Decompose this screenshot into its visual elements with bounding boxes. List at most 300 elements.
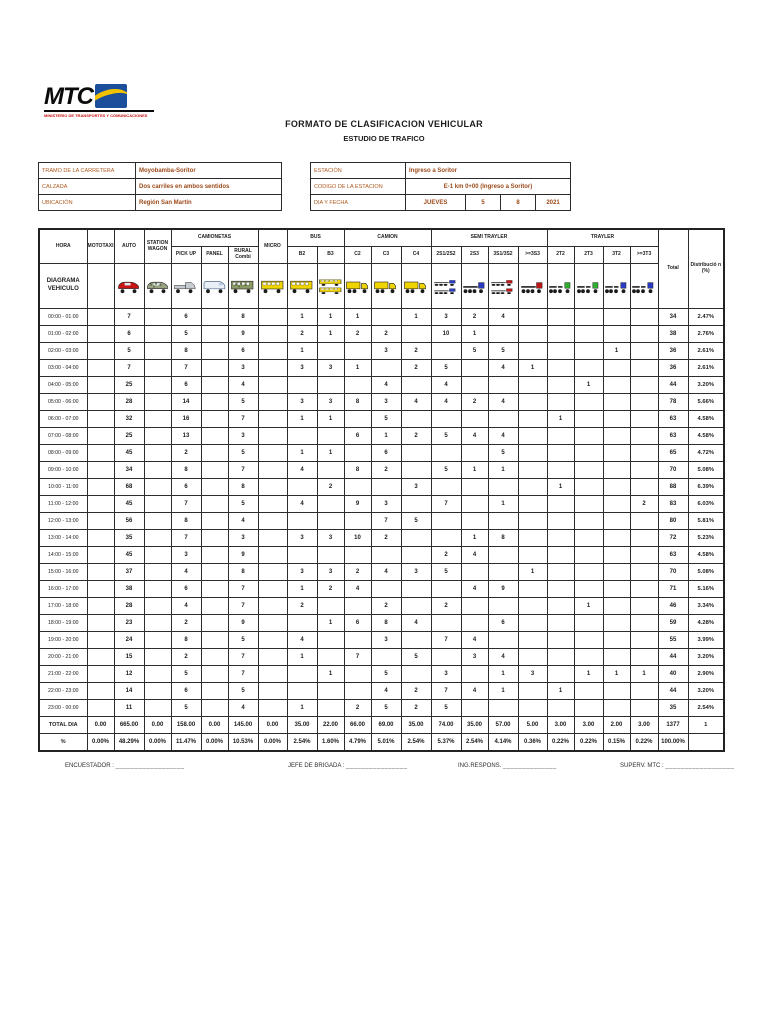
3t2-total-cell: 2.00	[603, 717, 630, 734]
panel-count-cell	[201, 530, 228, 547]
row-distribution-cell: 3.20%	[688, 377, 724, 394]
2t3-count-cell	[574, 700, 603, 717]
ge_3t3-count-cell	[630, 615, 658, 632]
2t3-count-cell	[574, 394, 603, 411]
2t2-count-cell	[547, 360, 574, 377]
micro-count-cell	[258, 377, 287, 394]
hora-cell: 23:00 - 00:00	[39, 700, 87, 717]
percent-row-grand-total-cell: 100.00%	[658, 734, 688, 752]
3s1_3s2-count-cell: 8	[488, 530, 518, 547]
ge_3s3-count-cell: 3	[518, 666, 547, 683]
3t2-count-cell	[603, 581, 630, 598]
2t2-count-cell	[547, 598, 574, 615]
row-total-cell: 44	[658, 683, 688, 700]
row-total-cell: 35	[658, 700, 688, 717]
2s3-count-cell	[461, 377, 488, 394]
row-distribution-cell: 5.08%	[688, 564, 724, 581]
c4-count-cell	[401, 326, 431, 343]
c3-total-cell: 5.01%	[371, 734, 401, 752]
hour-row	[39, 649, 724, 666]
rural_combi-count-cell: 3	[228, 360, 258, 377]
2s3-count-cell: 2	[461, 309, 488, 326]
b3-count-cell	[317, 496, 344, 513]
ge_3s3-total-cell: 0.36%	[518, 734, 547, 752]
row-distribution-cell: 4.72%	[688, 445, 724, 462]
rural_combi-count-cell: 6	[228, 343, 258, 360]
2s3-count-cell: 4	[461, 683, 488, 700]
b3-count-cell	[317, 598, 344, 615]
3t2-count-cell	[603, 445, 630, 462]
b2-total-cell: 2.54%	[287, 734, 317, 752]
row-total-cell: 36	[658, 360, 688, 377]
2s1_2s2-count-cell	[431, 445, 461, 462]
2t3-count-cell	[574, 326, 603, 343]
c2-count-cell	[344, 598, 371, 615]
panel-vehicle-icon	[201, 264, 228, 309]
c4-count-cell: 2	[401, 360, 431, 377]
2t2-total-cell: 3.00	[547, 717, 574, 734]
c2-count-cell	[344, 632, 371, 649]
row-distribution-cell: 6.03%	[688, 496, 724, 513]
b3-count-cell: 1	[317, 445, 344, 462]
mtc-logo	[44, 84, 154, 118]
ge_3t3-count-cell: 2	[630, 496, 658, 513]
hour-row	[39, 309, 724, 326]
mototaxi-count-cell	[87, 615, 114, 632]
2t3-count-cell	[574, 564, 603, 581]
ge_3s3-total-cell: 5.00	[518, 717, 547, 734]
panel-count-cell	[201, 564, 228, 581]
pick_up-total-cell: 11.47%	[171, 734, 201, 752]
c2-total-cell: 4.79%	[344, 734, 371, 752]
3s1_3s2-count-cell	[488, 564, 518, 581]
2t3-count-cell	[574, 445, 603, 462]
col-header-ge_3s3: >=3S3	[518, 247, 547, 264]
3s1_3s2-count-cell: 4	[488, 360, 518, 377]
hora-cell: 20:00 - 21:00	[39, 649, 87, 666]
b2-count-cell	[287, 428, 317, 445]
total-dia-row	[39, 717, 724, 734]
row-total-cell: 72	[658, 530, 688, 547]
2s1_2s2-count-cell	[431, 411, 461, 428]
2t2-count-cell: 1	[547, 411, 574, 428]
row-distribution-cell: 2.61%	[688, 343, 724, 360]
percent-row-label: %	[39, 734, 87, 752]
mototaxi-count-cell	[87, 513, 114, 530]
c3-count-cell: 5	[371, 411, 401, 428]
b2-count-cell	[287, 683, 317, 700]
diagram-empty-cell	[87, 264, 114, 309]
c4-count-cell: 2	[401, 700, 431, 717]
2t3-count-cell	[574, 530, 603, 547]
rural_combi-count-cell: 7	[228, 462, 258, 479]
pick_up-count-cell: 7	[171, 360, 201, 377]
2t2-count-cell	[547, 530, 574, 547]
pick_up-count-cell: 6	[171, 581, 201, 598]
2t3-count-cell	[574, 581, 603, 598]
col-header-auto: AUTO	[114, 229, 144, 264]
station_wagon-count-cell	[144, 513, 171, 530]
ubicacion-label: UBICACIÓN	[39, 195, 136, 211]
col-header-c3: C3	[371, 247, 401, 264]
ge_3s3-count-cell	[518, 683, 547, 700]
pick_up-count-cell: 13	[171, 428, 201, 445]
b2-count-cell: 4	[287, 632, 317, 649]
row-total-cell: 63	[658, 547, 688, 564]
station_wagon-total-cell: 0.00	[144, 717, 171, 734]
calzada-value: Dos carriles en ambos sentidos	[136, 179, 282, 195]
3s1_3s2-count-cell: 4	[488, 649, 518, 666]
c3-count-cell: 4	[371, 564, 401, 581]
2s3-count-cell: 4	[461, 428, 488, 445]
auto-count-cell: 24	[114, 632, 144, 649]
hour-row	[39, 445, 724, 462]
2s3-total-cell: 35.00	[461, 717, 488, 734]
2t2-count-cell	[547, 649, 574, 666]
row-total-cell: 70	[658, 462, 688, 479]
c4-count-cell	[401, 530, 431, 547]
panel-total-cell: 0.00	[201, 717, 228, 734]
rural_combi-count-cell: 7	[228, 411, 258, 428]
pick_up-count-cell: 8	[171, 343, 201, 360]
row-total-cell: 70	[658, 564, 688, 581]
hora-cell: 18:00 - 19:00	[39, 615, 87, 632]
3t2-count-cell	[603, 564, 630, 581]
auto-count-cell: 14	[114, 683, 144, 700]
hora-cell: 22:00 - 23:00	[39, 683, 87, 700]
3s1_3s2-count-cell	[488, 632, 518, 649]
tramo-value: Moyobamba-Soritor	[136, 163, 282, 179]
ge_3t3-count-cell	[630, 479, 658, 496]
panel-count-cell	[201, 649, 228, 666]
station_wagon-count-cell	[144, 598, 171, 615]
3s1_3s2-count-cell: 5	[488, 343, 518, 360]
c2-count-cell: 10	[344, 530, 371, 547]
col-header-3t2: 3T2	[603, 247, 630, 264]
3t2-count-cell	[603, 598, 630, 615]
c3-count-cell: 2	[371, 462, 401, 479]
col-header-c4: C4	[401, 247, 431, 264]
b3-count-cell	[317, 547, 344, 564]
auto-total-cell: 48.29%	[114, 734, 144, 752]
2t3-count-cell	[574, 343, 603, 360]
3t2-count-cell	[603, 326, 630, 343]
2t3-count-cell	[574, 683, 603, 700]
b3-count-cell: 1	[317, 666, 344, 683]
station_wagon-count-cell	[144, 666, 171, 683]
2s3-count-cell	[461, 411, 488, 428]
rural_combi-count-cell: 9	[228, 326, 258, 343]
b2-count-cell: 4	[287, 462, 317, 479]
ge_3t3-count-cell	[630, 326, 658, 343]
ge_3t3-count-cell	[630, 564, 658, 581]
b3-count-cell	[317, 700, 344, 717]
rural_combi-count-cell: 9	[228, 547, 258, 564]
mototaxi-count-cell	[87, 326, 114, 343]
c2-count-cell	[344, 343, 371, 360]
station_wagon-count-cell	[144, 479, 171, 496]
auto-count-cell: 5	[114, 343, 144, 360]
group-header-camion: CAMION	[344, 229, 431, 247]
hora-cell: 06:00 - 07:00	[39, 411, 87, 428]
row-total-cell: 40	[658, 666, 688, 683]
2t3-vehicle-icon	[574, 264, 603, 309]
auto-count-cell: 37	[114, 564, 144, 581]
rural_combi-total-cell: 145.00	[228, 717, 258, 734]
2s1_2s2-count-cell: 4	[431, 377, 461, 394]
row-total-cell: 80	[658, 513, 688, 530]
b2-count-cell: 3	[287, 360, 317, 377]
ge_3s3-vehicle-icon	[518, 264, 547, 309]
2t3-count-cell	[574, 632, 603, 649]
col-header-b3: B3	[317, 247, 344, 264]
auto-count-cell: 15	[114, 649, 144, 666]
col-header-hora: HORA	[39, 229, 87, 264]
row-total-cell: 59	[658, 615, 688, 632]
c4-count-cell: 2	[401, 343, 431, 360]
ge_3t3-count-cell	[630, 530, 658, 547]
row-distribution-cell: 2.47%	[688, 309, 724, 326]
b2-total-cell: 35.00	[287, 717, 317, 734]
pick_up-count-cell: 5	[171, 666, 201, 683]
ge_3t3-count-cell	[630, 581, 658, 598]
hour-row	[39, 428, 724, 445]
percent-row	[39, 734, 724, 752]
rural_combi-count-cell: 8	[228, 479, 258, 496]
hour-row	[39, 598, 724, 615]
micro-count-cell	[258, 547, 287, 564]
c2-count-cell: 6	[344, 428, 371, 445]
station_wagon-count-cell	[144, 564, 171, 581]
rural_combi-count-cell: 4	[228, 513, 258, 530]
ubicacion-value: Región San Martín	[136, 195, 282, 211]
c4-count-cell: 4	[401, 394, 431, 411]
panel-count-cell	[201, 394, 228, 411]
3s1_3s2-count-cell: 1	[488, 462, 518, 479]
panel-count-cell	[201, 513, 228, 530]
3t2-count-cell	[603, 377, 630, 394]
2s1_2s2-count-cell: 3	[431, 309, 461, 326]
2t3-count-cell	[574, 360, 603, 377]
rural_combi-count-cell: 8	[228, 564, 258, 581]
c3-count-cell: 3	[371, 632, 401, 649]
2s3-count-cell	[461, 496, 488, 513]
3s1_3s2-count-cell: 4	[488, 309, 518, 326]
b2-count-cell: 2	[287, 326, 317, 343]
2s3-count-cell	[461, 666, 488, 683]
auto-count-cell: 28	[114, 598, 144, 615]
col-header-distribucion: Distribució n (%)	[688, 229, 724, 309]
panel-count-cell	[201, 496, 228, 513]
b3-count-cell: 1	[317, 326, 344, 343]
col-header-total: Total	[658, 229, 688, 309]
b3-count-cell	[317, 462, 344, 479]
ing-respons-signature: ING.RESPONS. ______________	[458, 763, 557, 769]
ge_3s3-count-cell	[518, 479, 547, 496]
c2-count-cell	[344, 445, 371, 462]
ge_3s3-count-cell	[518, 428, 547, 445]
3t2-count-cell	[603, 632, 630, 649]
c2-count-cell: 8	[344, 462, 371, 479]
station_wagon-count-cell	[144, 326, 171, 343]
3s1_3s2-total-cell: 57.00	[488, 717, 518, 734]
3s1_3s2-count-cell: 4	[488, 394, 518, 411]
ge_3s3-count-cell	[518, 377, 547, 394]
3t2-count-cell	[603, 649, 630, 666]
ge_3s3-count-cell	[518, 547, 547, 564]
b3-count-cell	[317, 377, 344, 394]
c2-count-cell	[344, 377, 371, 394]
panel-count-cell	[201, 615, 228, 632]
c2-count-cell	[344, 513, 371, 530]
mototaxi-count-cell	[87, 598, 114, 615]
dia-fecha-label: DIA Y FECHA	[311, 195, 406, 211]
row-distribution-cell: 4.28%	[688, 615, 724, 632]
c3-count-cell: 6	[371, 445, 401, 462]
3s1_3s2-count-cell: 1	[488, 666, 518, 683]
hour-row	[39, 615, 724, 632]
mototaxi-count-cell	[87, 496, 114, 513]
ge_3s3-count-cell	[518, 309, 547, 326]
station_wagon-count-cell	[144, 445, 171, 462]
rural_combi-total-cell: 10.53%	[228, 734, 258, 752]
group-header-trayler: TRAYLER	[547, 229, 658, 247]
hour-row	[39, 547, 724, 564]
col-header-panel: PANEL	[201, 247, 228, 264]
row-distribution-cell: 2.61%	[688, 360, 724, 377]
micro-count-cell	[258, 343, 287, 360]
c2-count-cell: 1	[344, 309, 371, 326]
pick_up-count-cell: 8	[171, 513, 201, 530]
ge_3t3-count-cell: 1	[630, 666, 658, 683]
mototaxi-count-cell	[87, 428, 114, 445]
ge_3s3-count-cell	[518, 411, 547, 428]
row-distribution-cell: 5.66%	[688, 394, 724, 411]
mototaxi-count-cell	[87, 309, 114, 326]
3s1_3s2-count-cell	[488, 411, 518, 428]
station_wagon-count-cell	[144, 394, 171, 411]
2s1_2s2-count-cell: 5	[431, 360, 461, 377]
2t2-count-cell	[547, 513, 574, 530]
b3-total-cell: 22.00	[317, 717, 344, 734]
3t2-count-cell	[603, 479, 630, 496]
mototaxi-count-cell	[87, 411, 114, 428]
auto-vehicle-icon	[114, 264, 144, 309]
2s1_2s2-count-cell: 4	[431, 394, 461, 411]
2s3-count-cell	[461, 615, 488, 632]
2t2-count-cell	[547, 326, 574, 343]
2s1_2s2-count-cell: 10	[431, 326, 461, 343]
b2-count-cell: 1	[287, 581, 317, 598]
rural_combi-count-cell: 5	[228, 445, 258, 462]
hour-row	[39, 530, 724, 547]
hour-row	[39, 683, 724, 700]
ge_3t3-count-cell	[630, 649, 658, 666]
auto-count-cell: 45	[114, 445, 144, 462]
mototaxi-count-cell	[87, 666, 114, 683]
c4-count-cell: 3	[401, 479, 431, 496]
2t2-count-cell	[547, 632, 574, 649]
rural_combi-count-cell: 5	[228, 683, 258, 700]
ge_3t3-count-cell	[630, 462, 658, 479]
rural_combi-count-cell: 4	[228, 377, 258, 394]
b3-count-cell: 1	[317, 411, 344, 428]
row-total-cell: 71	[658, 581, 688, 598]
hour-row	[39, 700, 724, 717]
c3-count-cell	[371, 547, 401, 564]
auto-count-cell: 45	[114, 496, 144, 513]
3s1_3s2-count-cell	[488, 513, 518, 530]
pick_up-count-cell: 6	[171, 377, 201, 394]
row-total-cell: 88	[658, 479, 688, 496]
c2-count-cell: 2	[344, 564, 371, 581]
hora-cell: 21:00 - 22:00	[39, 666, 87, 683]
2t3-count-cell: 1	[574, 666, 603, 683]
c4-count-cell: 5	[401, 513, 431, 530]
pick_up-count-cell: 6	[171, 309, 201, 326]
b3-count-cell: 2	[317, 479, 344, 496]
mototaxi-count-cell	[87, 581, 114, 598]
rural_combi-count-cell: 3	[228, 530, 258, 547]
3t2-total-cell: 0.15%	[603, 734, 630, 752]
pick_up-count-cell: 3	[171, 547, 201, 564]
row-distribution-cell: 2.54%	[688, 700, 724, 717]
diagram-row-label: DIAGRAMA VEHICULO	[39, 264, 87, 309]
fecha-mes: 8	[501, 195, 536, 211]
c3-count-cell	[371, 479, 401, 496]
station_wagon-count-cell	[144, 428, 171, 445]
b3-count-cell: 3	[317, 564, 344, 581]
2t3-count-cell	[574, 309, 603, 326]
pick_up-total-cell: 158.00	[171, 717, 201, 734]
b2-count-cell	[287, 666, 317, 683]
station_wagon-count-cell	[144, 700, 171, 717]
rural_combi-count-cell: 7	[228, 649, 258, 666]
2s1_2s2-total-cell: 5.37%	[431, 734, 461, 752]
c2-count-cell	[344, 479, 371, 496]
hora-cell: 09:00 - 10:00	[39, 462, 87, 479]
2s3-count-cell	[461, 598, 488, 615]
auto-count-cell: 6	[114, 326, 144, 343]
2s1_2s2-count-cell	[431, 479, 461, 496]
panel-count-cell	[201, 479, 228, 496]
micro-count-cell	[258, 530, 287, 547]
station_wagon-count-cell	[144, 530, 171, 547]
2t3-count-cell	[574, 649, 603, 666]
micro-count-cell	[258, 564, 287, 581]
ge_3s3-count-cell: 1	[518, 360, 547, 377]
row-distribution-cell: 5.23%	[688, 530, 724, 547]
2s1_2s2-count-cell	[431, 581, 461, 598]
panel-count-cell	[201, 377, 228, 394]
3t2-count-cell	[603, 530, 630, 547]
superv-mtc-signature: SUPERV. MTC : __________________	[620, 763, 735, 769]
micro-count-cell	[258, 598, 287, 615]
micro-count-cell	[258, 513, 287, 530]
hora-cell: 01:00 - 02:00	[39, 326, 87, 343]
3s1_3s2-count-cell	[488, 326, 518, 343]
micro-count-cell	[258, 649, 287, 666]
col-header-3s1_3s2: 3S1/3S2	[488, 247, 518, 264]
2t3-count-cell: 1	[574, 598, 603, 615]
pick_up-count-cell: 5	[171, 326, 201, 343]
2t2-count-cell	[547, 428, 574, 445]
b2-count-cell	[287, 479, 317, 496]
b2-count-cell: 1	[287, 649, 317, 666]
3t2-count-cell: 1	[603, 666, 630, 683]
2s3-count-cell: 1	[461, 462, 488, 479]
estacion-value: Ingreso a Soritor	[406, 163, 571, 179]
